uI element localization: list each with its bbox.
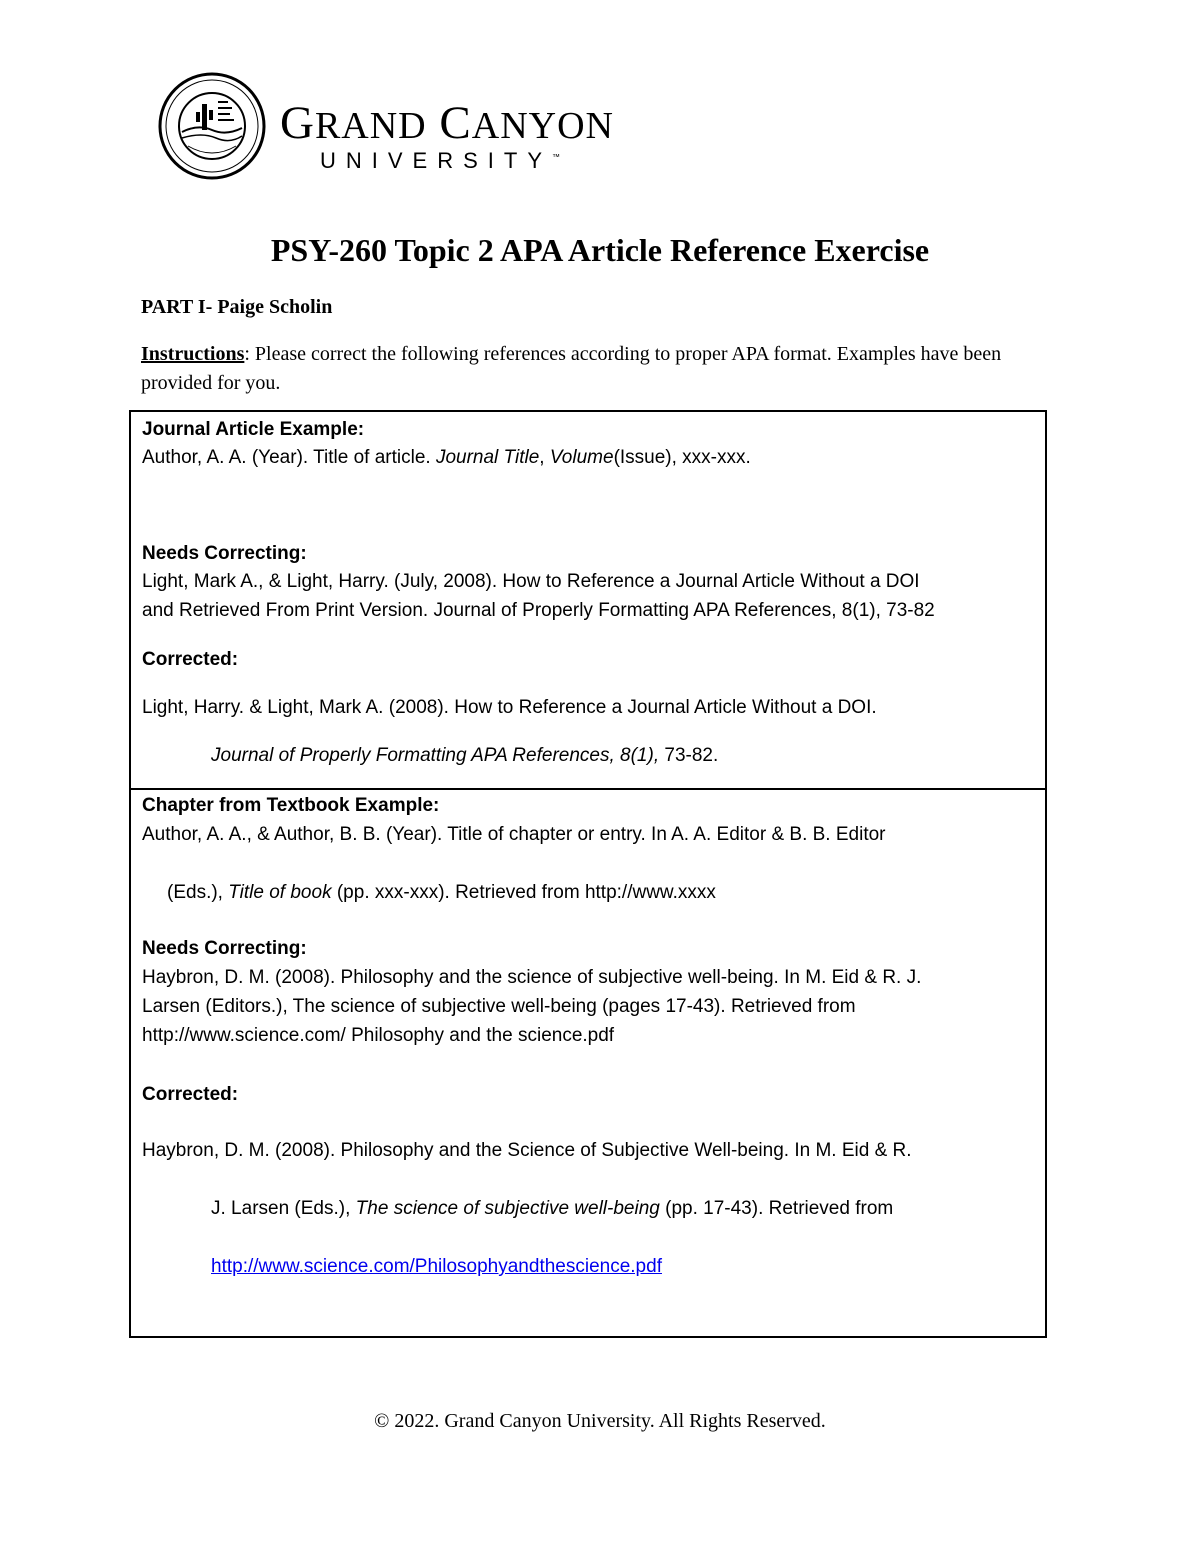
chapter-example-b: (pp. xxx-xxx). Retrieved from http://www.xxxx xyxy=(331,882,716,903)
chapter-needs-line3: http://www.science.com/ Philosophy and the science.pdf xyxy=(142,1025,615,1046)
copyright-footer: © 2022. Grand Canyon University. All Rights Reserved. xyxy=(374,1410,826,1432)
journal-corrected-rest: 73-82. xyxy=(659,745,719,766)
reference-table xyxy=(129,410,1047,1338)
university-seal-icon xyxy=(158,72,266,180)
chapter-corrected-a: J. Larsen (Eds.), xyxy=(211,1198,356,1219)
journal-corrected-line1: Light, Harry. & Light, Mark A. (2008). How to Reference a Journal Article Without a DOI. xyxy=(142,697,877,718)
chapter-corrected-line2 xyxy=(211,1195,893,1223)
chapter-needs-line2: Larsen (Editors.), The science of subjective well-being (pages 17-43). Retrieved from xyxy=(142,996,856,1017)
page-title: PSY-260 Topic 2 APA Article Reference Exercise xyxy=(270,232,930,268)
journal-corrected-line2 xyxy=(211,742,718,770)
chapter-example-a: (Eds.), xyxy=(167,882,229,903)
journal-corrected-italic: Journal of Properly Formatting APA References, 8(1), xyxy=(211,745,660,766)
instructions-label: Instructions xyxy=(141,343,245,365)
chapter-example-line2 xyxy=(167,879,716,907)
instructions-text: : Please correct the following references according to proper APA format. Examples have been provided for you. xyxy=(141,343,1002,394)
chapter-example-title: Title of book xyxy=(228,882,332,903)
chapter-corrected-link-line xyxy=(211,1253,662,1281)
chapter-corrected-title: The science of subjective well-being xyxy=(355,1198,660,1219)
logo-university xyxy=(320,150,560,172)
journal-needs-line2: and Retrieved From Print Version. Journal of Properly Formatting APA References, 8(1), 73-82 xyxy=(142,600,935,621)
journal-example-title: Journal Title xyxy=(435,447,540,468)
wordmark-anyon: ANYON xyxy=(471,105,614,147)
chapter-corrected-b: (pp. 17-43). Retrieved from xyxy=(659,1198,894,1219)
journal-example-volume: Volume xyxy=(549,447,614,468)
instructions xyxy=(141,340,1071,398)
chapter-corrected-line1: Haybron, D. M. (2008). Philosophy and the Science of Subjective Well-being. In M. Eid & R. xyxy=(142,1140,912,1161)
wordmark-c: C xyxy=(439,97,472,149)
journal-example-b: , xyxy=(539,447,550,468)
journal-heading: Journal Article Example: xyxy=(142,419,365,440)
wordmark-g: G xyxy=(280,97,315,149)
journal-example-a: Author, A. A. (Year). Title of article. xyxy=(142,447,436,468)
logo-university-text: UNIVERSITY xyxy=(320,148,553,173)
journal-example xyxy=(142,444,751,472)
logo-wordmark xyxy=(280,97,614,149)
journal-article-cell xyxy=(131,412,1045,790)
chapter-corrected-heading: Corrected: xyxy=(142,1084,239,1105)
chapter-heading: Chapter from Textbook Example: xyxy=(142,795,440,816)
chapter-needs-line1: Haybron, D. M. (2008). Philosophy and the science of subjective well-being. In M. Eid & R. J. xyxy=(142,967,922,988)
chapter-example-line1: Author, A. A., & Author, B. B. (Year). Title of chapter or entry. In A. A. Editor & B. B. Editor xyxy=(142,824,886,845)
journal-corrected-heading: Corrected: xyxy=(142,649,239,670)
trademark: ™ xyxy=(552,152,561,162)
journal-needs-heading: Needs Correcting: xyxy=(142,543,307,564)
chapter-needs-heading: Needs Correcting: xyxy=(142,938,307,959)
reference-link[interactable]: http://www.science.com/Philosophyandthescience.pdf xyxy=(211,1256,662,1277)
journal-needs-line1: Light, Mark A., & Light, Harry. (July, 2008). How to Reference a Journal Article Without a DOI xyxy=(142,571,920,592)
wordmark-rand: RAND xyxy=(314,105,427,147)
part-heading: PART I- Paige Scholin xyxy=(141,296,333,318)
journal-example-c: (Issue), xxx-xxx. xyxy=(613,447,751,468)
chapter-textbook-cell xyxy=(131,790,1045,1336)
